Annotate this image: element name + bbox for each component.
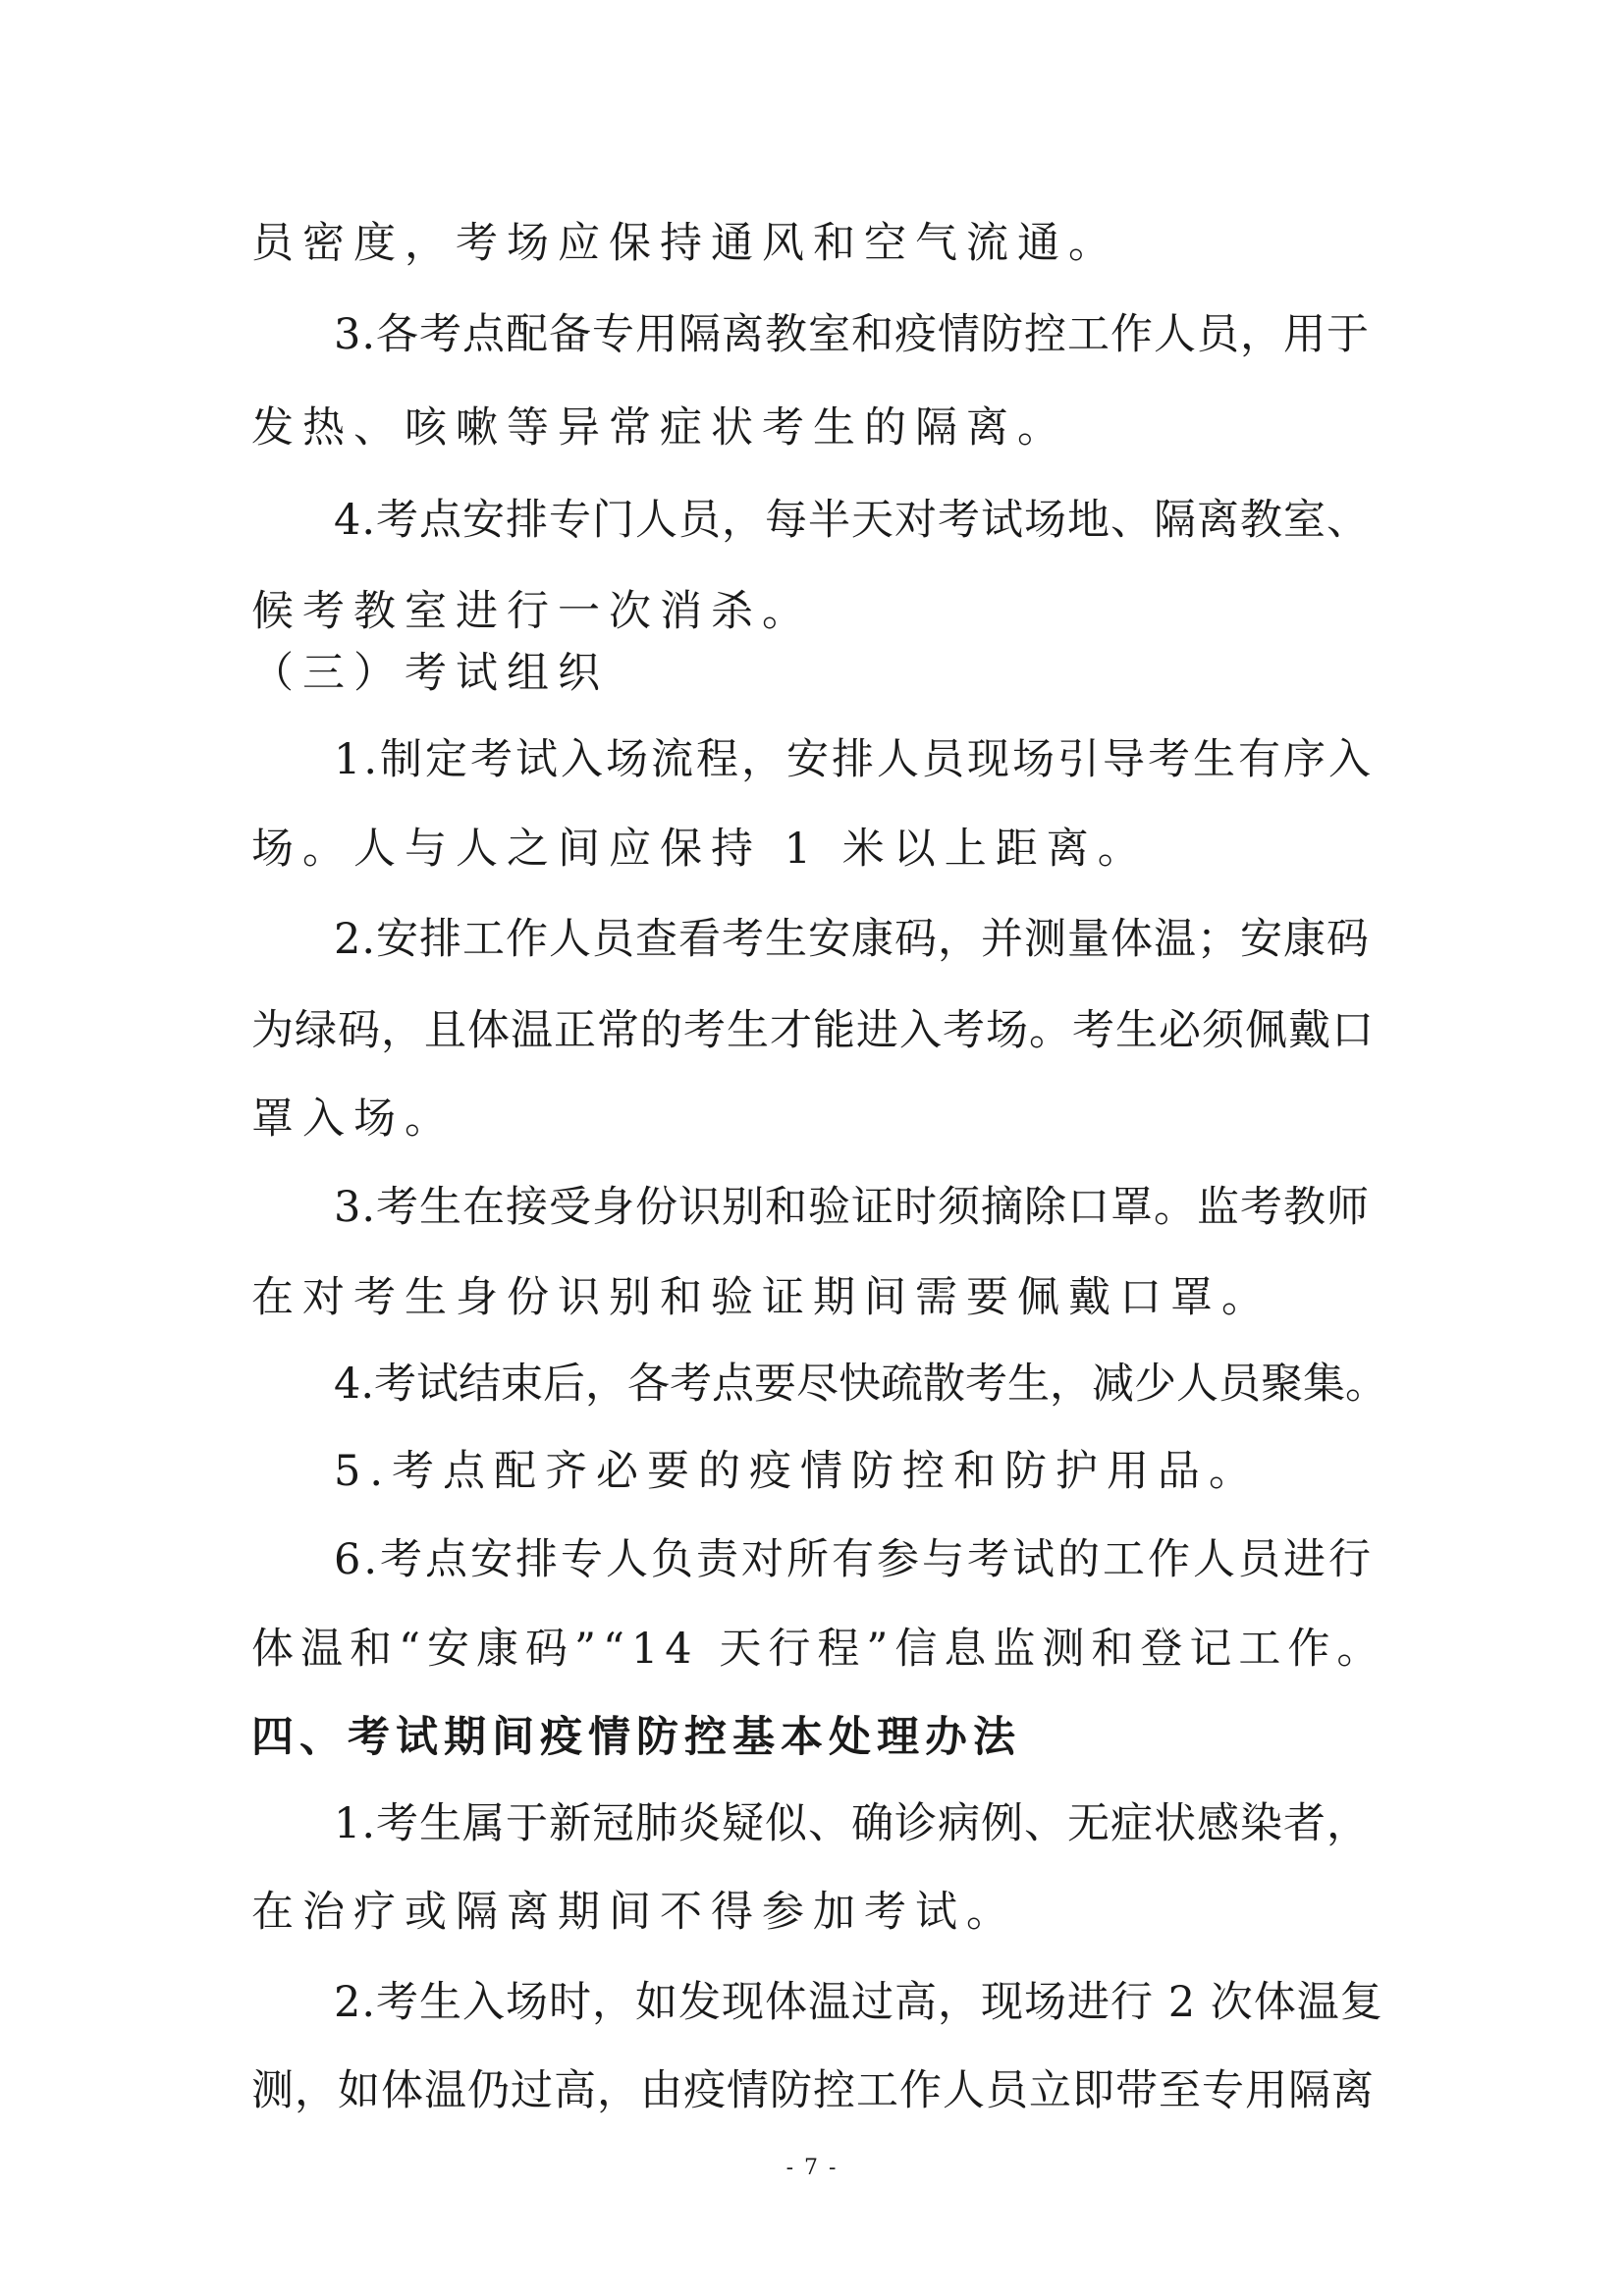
paragraph-line: 2.安排工作人员查看考生安康码，并测量体温；安康码 [334,915,1371,964]
paragraph-line: 2.考生入场时，如发现体温过高，现场进行 2 次体温复 [334,1978,1383,2027]
paragraph-line: 1.考生属于新冠肺炎疑似、确诊病例、无症状感染者， [334,1799,1371,1848]
paragraph-line: 员密度，考场应保持通风和空气流通。 [251,219,1119,268]
paragraph-line: 3.考生在接受身份识别和验证时须摘除口罩。监考教师 [334,1183,1371,1232]
section-subheading: （三）考试组织 [251,649,609,698]
paragraph-line: 发热、咳嗽等异常症状考生的隔离。 [251,403,1068,453]
paragraph-line: 4.考试结束后，各考点要尽快疏散考生，减少人员聚集。 [334,1360,1388,1409]
paragraph-line: 4.考点安排专门人员，每半天对考试场地、隔离教室、 [334,496,1371,545]
paragraph-line: 在治疗或隔离期间不得参加考试。 [251,1888,1017,1937]
paragraph-line: 罩入场。 [251,1095,456,1144]
paragraph-line: 候考教室进行一次消杀。 [251,587,813,636]
page-number: - 7 - [785,2156,839,2180]
paragraph-line: 场。人与人之间应保持 1 米以上距离。 [251,825,1149,874]
paragraph-line: 5.考点配齐必要的疫情防控和防护用品。 [334,1447,1261,1496]
paragraph-line: 1.制定考试入场流程，安排人员现场引导考生有序入 [334,735,1375,784]
paragraph-line: 在对考生身份识别和验证期间需要佩戴口罩。 [251,1273,1272,1322]
paragraph-line: 为绿码，且体温正常的考生才能进入考场。考生必须佩戴口 [251,1006,1375,1055]
section-heading: 四、考试期间疫情防控基本处理办法 [251,1713,1021,1762]
paragraph-line: 3.各考点配备专用隔离教室和疫情防控工作人员，用于 [334,310,1371,359]
paragraph-line: 测，如体温仍过高，由疫情防控工作人员立即带至专用隔离 [251,2066,1375,2115]
paragraph-line: 体温和“安康码”“14 天行程”信息监测和登记工作。 [251,1625,1386,1674]
paragraph-line: 6.考点安排专人负责对所有参与考试的工作人员进行 [334,1535,1375,1584]
